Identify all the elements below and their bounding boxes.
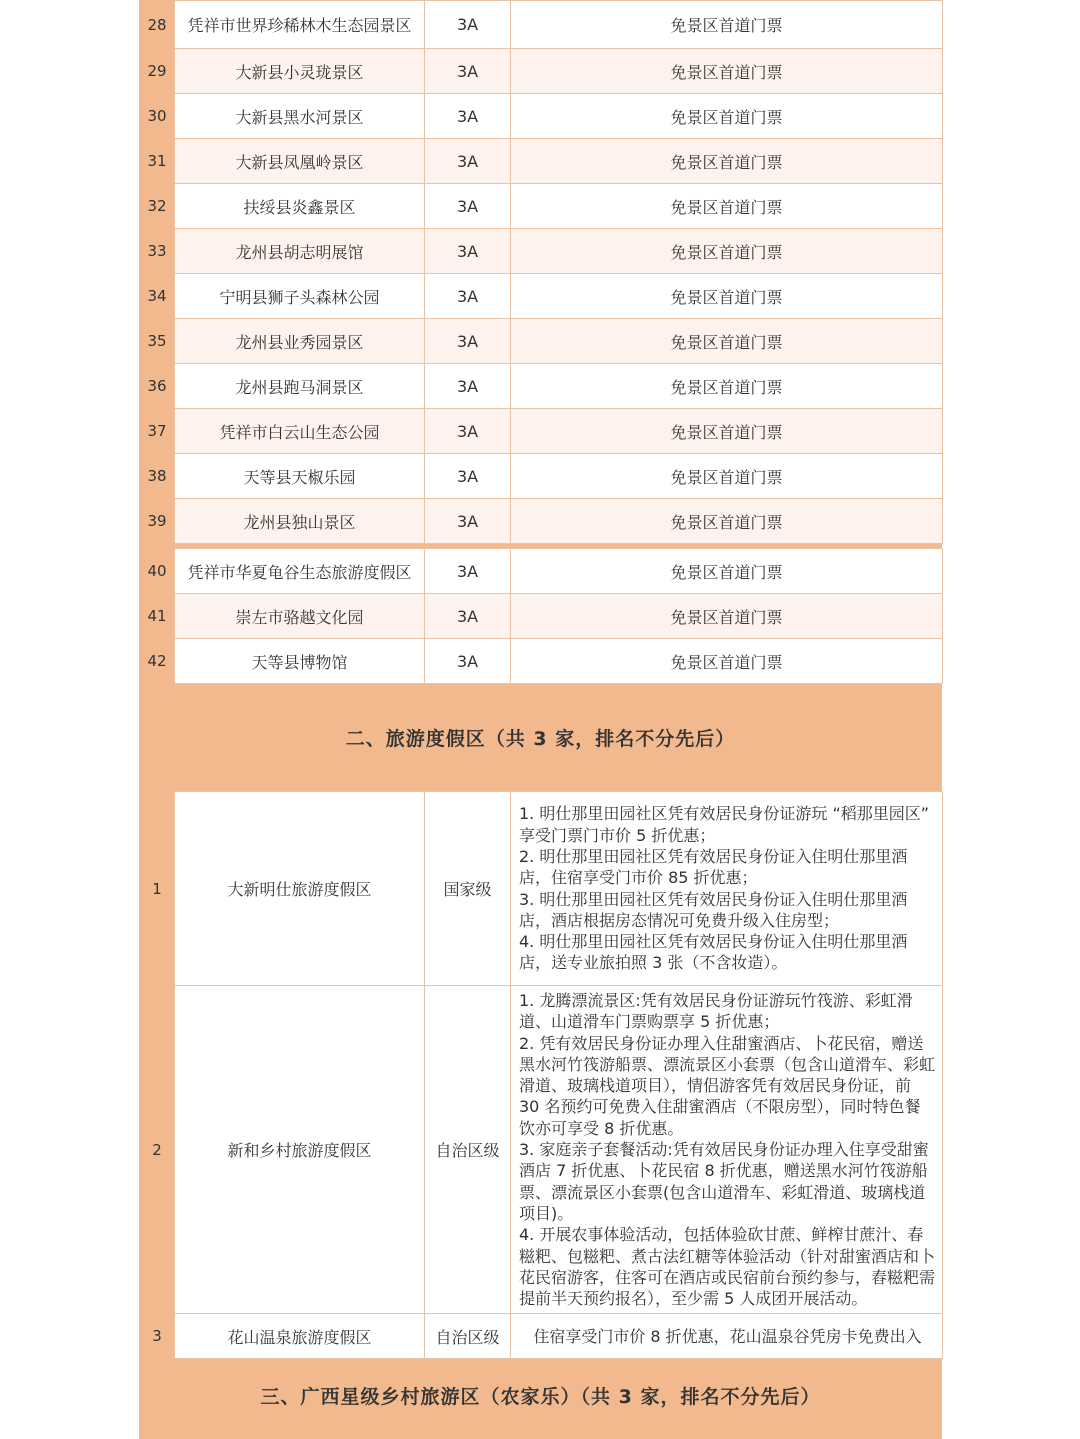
row-number: 35 xyxy=(140,319,175,364)
spot-level: 3A xyxy=(425,184,511,229)
spot-benefit: 免景区首道门票 xyxy=(511,229,943,274)
row-number: 38 xyxy=(140,454,175,499)
row-number: 1 xyxy=(140,792,175,986)
row-number: 42 xyxy=(140,639,175,684)
spot-name: 龙州县独山景区 xyxy=(175,499,425,544)
spot-level: 3A xyxy=(425,94,511,139)
row-number: 37 xyxy=(140,409,175,454)
row-number: 40 xyxy=(140,549,175,594)
spot-benefit: 免景区首道门票 xyxy=(511,319,943,364)
table-row xyxy=(140,184,943,229)
row-number: 34 xyxy=(140,274,175,319)
table-row xyxy=(140,499,943,544)
row-number: 28 xyxy=(140,1,175,49)
spot-benefit: 免景区首道门票 xyxy=(511,409,943,454)
row-number: 30 xyxy=(140,94,175,139)
spot-level: 3A xyxy=(425,1,511,49)
table-row xyxy=(140,319,943,364)
spot-level: 3A xyxy=(425,594,511,639)
resort-level: 自治区级 xyxy=(425,1314,511,1359)
resort-benefits xyxy=(511,792,943,986)
spot-name: 龙州县业秀园景区 xyxy=(175,319,425,364)
table-row xyxy=(140,409,943,454)
row-number: 31 xyxy=(140,139,175,184)
table-row xyxy=(140,139,943,184)
row-number: 39 xyxy=(140,499,175,544)
resort-level: 自治区级 xyxy=(425,986,511,1314)
spot-name: 凭祥市华夏龟谷生态旅游度假区 xyxy=(175,549,425,594)
table-row xyxy=(140,49,943,94)
table-row xyxy=(140,94,943,139)
row-number: 41 xyxy=(140,594,175,639)
spot-name: 大新县小灵珑景区 xyxy=(175,49,425,94)
benefit-line: 2. 凭有效居民身份证办理入住甜蜜酒店、卜花民宿，赠送黑水河竹筏游船票、漂流景区小套票（包含山道滑车、彩虹滑道、玻璃栈道项目），情侣游客凭有效居民身份证，前 30 名预约可免费入住甜蜜酒店（不限房型），同时特色餐饮亦可享受 8 折优惠。 xyxy=(519,1033,936,1138)
spot-level: 3A xyxy=(425,639,511,684)
table-row xyxy=(140,639,943,684)
spot-benefit: 免景区首道门票 xyxy=(511,184,943,229)
spot-name: 龙州县跑马洞景区 xyxy=(175,364,425,409)
row-number: 2 xyxy=(140,986,175,1314)
resort-name: 新和乡村旅游度假区 xyxy=(175,986,425,1314)
spot-name: 大新县凤凰岭景区 xyxy=(175,139,425,184)
benefit-line: 2. 明仕那里田园社区凭有效居民身份证入住明仕那里酒店，住宿享受门市价 85 折优惠； xyxy=(519,846,908,888)
row-number: 3 xyxy=(140,1314,175,1359)
spot-level: 3A xyxy=(425,499,511,544)
spot-name: 龙州县胡志明展馆 xyxy=(175,229,425,274)
spot-level: 3A xyxy=(425,549,511,594)
table-row xyxy=(140,594,943,639)
spot-level: 3A xyxy=(425,454,511,499)
benefit-line: 住宿享受门市价 8 折优惠，花山温泉谷凭房卡免费出入 xyxy=(533,1326,922,1346)
row-number: 33 xyxy=(140,229,175,274)
spot-name: 天等县天椒乐园 xyxy=(175,454,425,499)
scenic-spots-table-top xyxy=(139,0,943,544)
spot-name: 扶绥县炎鑫景区 xyxy=(175,184,425,229)
resorts-table xyxy=(139,791,943,1359)
benefit-line: 3. 家庭亲子套餐活动:凭有效居民身份证办理入住享受甜蜜酒店 7 折优惠、卜花民宿 8 折优惠，赠送黑水河竹筏游船票、漂流景区小套票(包含山道滑车、彩虹滑道、玻璃栈道项目)。 xyxy=(519,1140,929,1223)
spot-benefit: 免景区首道门票 xyxy=(511,94,943,139)
spot-name: 凭祥市世界珍稀林木生态园景区 xyxy=(175,1,425,49)
spot-level: 3A xyxy=(425,409,511,454)
spot-name: 崇左市骆越文化园 xyxy=(175,594,425,639)
spot-level: 3A xyxy=(425,229,511,274)
spot-benefit: 免景区首道门票 xyxy=(511,49,943,94)
benefit-line: 1. 明仕那里田园社区凭有效居民身份证游玩 “稻那里园区” 享受门票门市价 5 折优惠； xyxy=(519,804,930,845)
table-row xyxy=(140,364,943,409)
row-number: 29 xyxy=(140,49,175,94)
spot-level: 3A xyxy=(425,49,511,94)
resort-name: 大新明仕旅游度假区 xyxy=(175,792,425,986)
table-row xyxy=(140,549,943,594)
spot-benefit: 免景区首道门票 xyxy=(511,139,943,184)
section-title-rural-tourism: 三、广西星级乡村旅游区（农家乐）（共 3 家，排名不分先后） xyxy=(260,1385,821,1408)
spot-benefit: 免景区首道门票 xyxy=(511,364,943,409)
spot-name: 宁明县狮子头森林公园 xyxy=(175,274,425,319)
spot-name: 天等县博物馆 xyxy=(175,639,425,684)
table-row xyxy=(140,1,943,49)
spot-name: 凭祥市白云山生态公园 xyxy=(175,409,425,454)
spot-level: 3A xyxy=(425,139,511,184)
benefit-line: 4. 开展农事体验活动，包括体验砍甘蔗、鲜榨甘蔗汁、春糍粑、包糍粑、煮古法红糖等体验活动（针对甜蜜酒店和卜花民宿游客，住客可在酒店或民宿前台预约参与，舂糍粑需提前半天预约报名），至少需 5 人成团开展活动。 xyxy=(519,1225,936,1309)
spot-benefit: 免景区首道门票 xyxy=(511,499,943,544)
row-number: 36 xyxy=(140,364,175,409)
benefit-line: 4. 明仕那里田园社区凭有效居民身份证入住明仕那里酒店，送专业旅拍照 3 张（不含妆造）。 xyxy=(519,932,908,973)
spot-benefit: 免景区首道门票 xyxy=(511,454,943,499)
scenic-spots-table-mid xyxy=(139,548,943,684)
spot-benefit: 免景区首道门票 xyxy=(511,639,943,684)
table-row xyxy=(140,454,943,499)
spot-level: 3A xyxy=(425,364,511,409)
section-title-resorts: 二、旅游度假区（共 3 家，排名不分先后） xyxy=(345,727,736,750)
spot-benefit: 免景区首道门票 xyxy=(511,549,943,594)
table-row xyxy=(140,986,943,1314)
spot-level: 3A xyxy=(425,274,511,319)
table-row xyxy=(140,229,943,274)
spot-benefit: 免景区首道门票 xyxy=(511,1,943,49)
row-number: 32 xyxy=(140,184,175,229)
benefit-line: 3. 明仕那里田园社区凭有效居民身份证入住明仕那里酒店，酒店根据房态情况可免费升级入住房型； xyxy=(519,889,908,930)
resort-benefits xyxy=(511,986,943,1314)
spot-name: 大新县黑水河景区 xyxy=(175,94,425,139)
benefit-line: 1. 龙腾漂流景区:凭有效居民身份证游玩竹筏游、彩虹滑道、山道滑车门票购票享 5 折优惠； xyxy=(519,991,913,1032)
resort-level: 国家级 xyxy=(425,792,511,986)
spot-level: 3A xyxy=(425,319,511,364)
table-row xyxy=(140,274,943,319)
spot-benefit: 免景区首道门票 xyxy=(511,594,943,639)
table-row xyxy=(140,792,943,986)
spot-benefit: 免景区首道门票 xyxy=(511,274,943,319)
resort-name: 花山温泉旅游度假区 xyxy=(175,1314,425,1359)
